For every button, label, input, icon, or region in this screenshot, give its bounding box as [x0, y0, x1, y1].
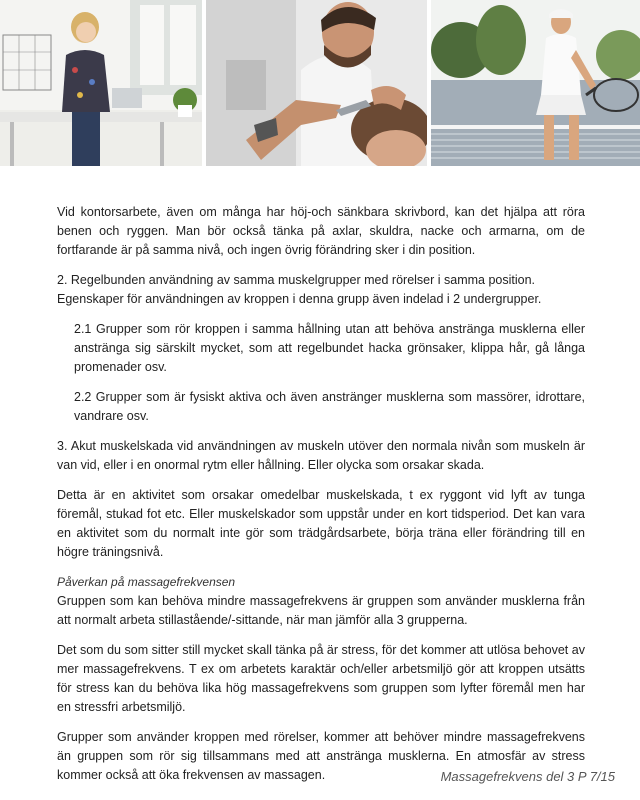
paragraph-group-2: 2. Regelbunden användning av samma muskelgrupper med rörelser i samma position. Egenskaper för användningen av kroppen i denna grupp även indelad i 2 undergrupper. — [57, 273, 542, 306]
hairdresser-photo — [206, 0, 427, 166]
paragraph-office-work: Vid kontorsarbete, även om många har höj-och sänkbara skrivbord, kan det hjälpa att röra benen och ryggen. Man bör också tänka på axlar, skuldra, nacke och armarna, om de fortfarande är på samma nivå, och ingen övrig förändring sker i din position. — [57, 205, 585, 257]
paragraph-group-3: 3. Akut muskelskada vid användningen av muskeln utöver den normala nivån som muskeln är van vid, eller i en onormal rytm eller hållning. Eller olycka som orsakar skada. — [57, 439, 585, 472]
office-worker-photo — [0, 0, 202, 166]
paragraph-stress: Det som du som sitter still mycket skall tänka på är stress, för det kommer att utlösa behovet av mer massagefrekvens. T ex om arbetets karaktär och/eller arbetsmiljö gör att kroppen utsätts för stress kan du behöva lika hög massagefrekvens som gruppen som lyfter föremål men har en stressfri arbetsmiljö. — [57, 643, 585, 714]
page-footer: Massagefrekvens del 3 P 7/15 — [440, 769, 615, 784]
paragraph-less-frequency: Gruppen som kan behöva mindre massagefrekvens är gruppen som använder musklerna från att normalt arbeta stillastående/-sittande, när man jämför alla 3 grupperna. — [57, 594, 585, 627]
paragraph-acute-injury: Detta är en aktivitet som orsakar omedelbar muskelskada, t ex ryggont vid lyft av tunga föremål, stukad fot etc. Eller muskelskador som uppstår under en kort tidsperiod. Det kan vara en aktivitet som du normalt inte gör som trädgårdsarbete, börja träna eller förändring till en högre träningsnivå. — [57, 488, 585, 559]
paragraph-group-2-2: 2.2 Grupper som är fysiskt aktiva och även anstränger musklerna som massörer, idrottare, vandrare osv. — [74, 390, 585, 423]
paragraph-group-2-1: 2.1 Grupper som rör kroppen i samma hållning utan att behöva anstränga musklerna eller anstränga sig särskilt mycket, som att regelbundet hacka grönsaker, klippa hår, gå långa promenader osv. — [74, 322, 585, 374]
body-text — [57, 203, 585, 796]
section-heading: Påverkan på massagefrekvensen — [57, 575, 236, 589]
photo-strip — [0, 0, 640, 166]
tennis-player-photo — [431, 0, 640, 166]
paragraph-movement-groups: Grupper som använder kroppen med rörelser, kommer att behöver mindre massagefrekvens än gruppen som rör sig tillsammans med att anstränga musklerna. En atmosfär av stress kommer också att öka frekvensen av massagen. — [57, 730, 585, 782]
